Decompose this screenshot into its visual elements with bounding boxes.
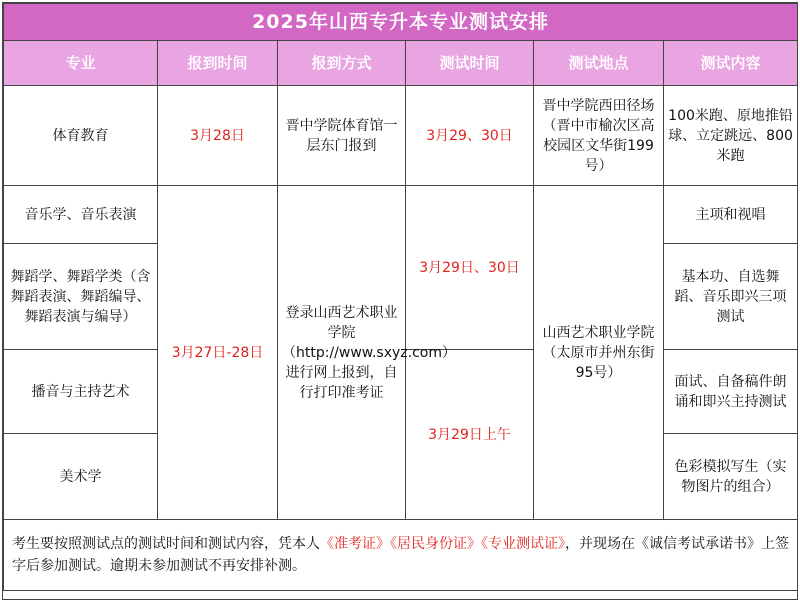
header-report-method: 报到方式	[278, 41, 406, 86]
test-location-art: 山西艺术职业学院（太原市并州东街95号）	[534, 186, 664, 520]
test-content-music: 主项和视唱	[664, 186, 798, 244]
test-location-pe: 晋中学院西田径场（晋中市榆次区高校园区文华街199号）	[534, 86, 664, 186]
note-doc1: 《准考证》	[320, 536, 390, 552]
schedule-table	[3, 3, 798, 591]
table-row	[4, 86, 798, 186]
major-pe: 体育教育	[4, 86, 158, 186]
page-title: 2025年山西专升本专业测试安排	[4, 4, 798, 41]
header-test-location: 测试地点	[534, 41, 664, 86]
test-time-art-b: 3月29日上午	[406, 350, 534, 520]
test-time-pe: 3月29、30日	[406, 86, 534, 186]
schedule-document	[2, 2, 798, 600]
test-content-arts: 色彩模拟写生（实物图片的组合）	[664, 434, 798, 520]
major-arts: 美术学	[4, 434, 158, 520]
note-part1: 考生要按照测试点的测试时间和测试内容，凭本人	[12, 536, 320, 552]
major-broadcast: 播音与主持艺术	[4, 350, 158, 434]
major-dance: 舞蹈学、舞蹈学类（含舞蹈表演、舞蹈编导、舞蹈表演与编导）	[4, 244, 158, 350]
test-content-broadcast: 面试、自备稿件朗诵和即兴主持测试	[664, 350, 798, 434]
header-test-content: 测试内容	[664, 41, 798, 86]
test-content-dance: 基本功、自选舞蹈、音乐即兴三项测试	[664, 244, 798, 350]
report-time-art: 3月27日-28日	[158, 186, 278, 520]
report-time-pe: 3月28日	[158, 86, 278, 186]
header-major: 专业	[4, 41, 158, 86]
table-row	[4, 186, 798, 244]
test-time-art-a: 3月29日、30日	[406, 186, 534, 350]
report-method-art: 登录山西艺术职业学院（http://www.sxyz.com）进行网上报到，自行打印准考证	[278, 186, 406, 520]
report-method-pe: 晋中学院体育馆一层东门报到	[278, 86, 406, 186]
footnote	[4, 520, 798, 591]
note-doc3: 《专业测试证》	[481, 536, 565, 552]
note-doc2: 《居民身份证》	[390, 536, 481, 552]
note-part2: ，并现场在《诚信考试承诺书》上签字后参加测试。逾期未参加测试不再安排补测。	[12, 536, 789, 574]
major-music: 音乐学、音乐表演	[4, 186, 158, 244]
header-report-time: 报到时间	[158, 41, 278, 86]
test-content-pe: 100米跑、原地推铅球、立定跳远、800米跑	[664, 86, 798, 186]
header-test-time: 测试时间	[406, 41, 534, 86]
